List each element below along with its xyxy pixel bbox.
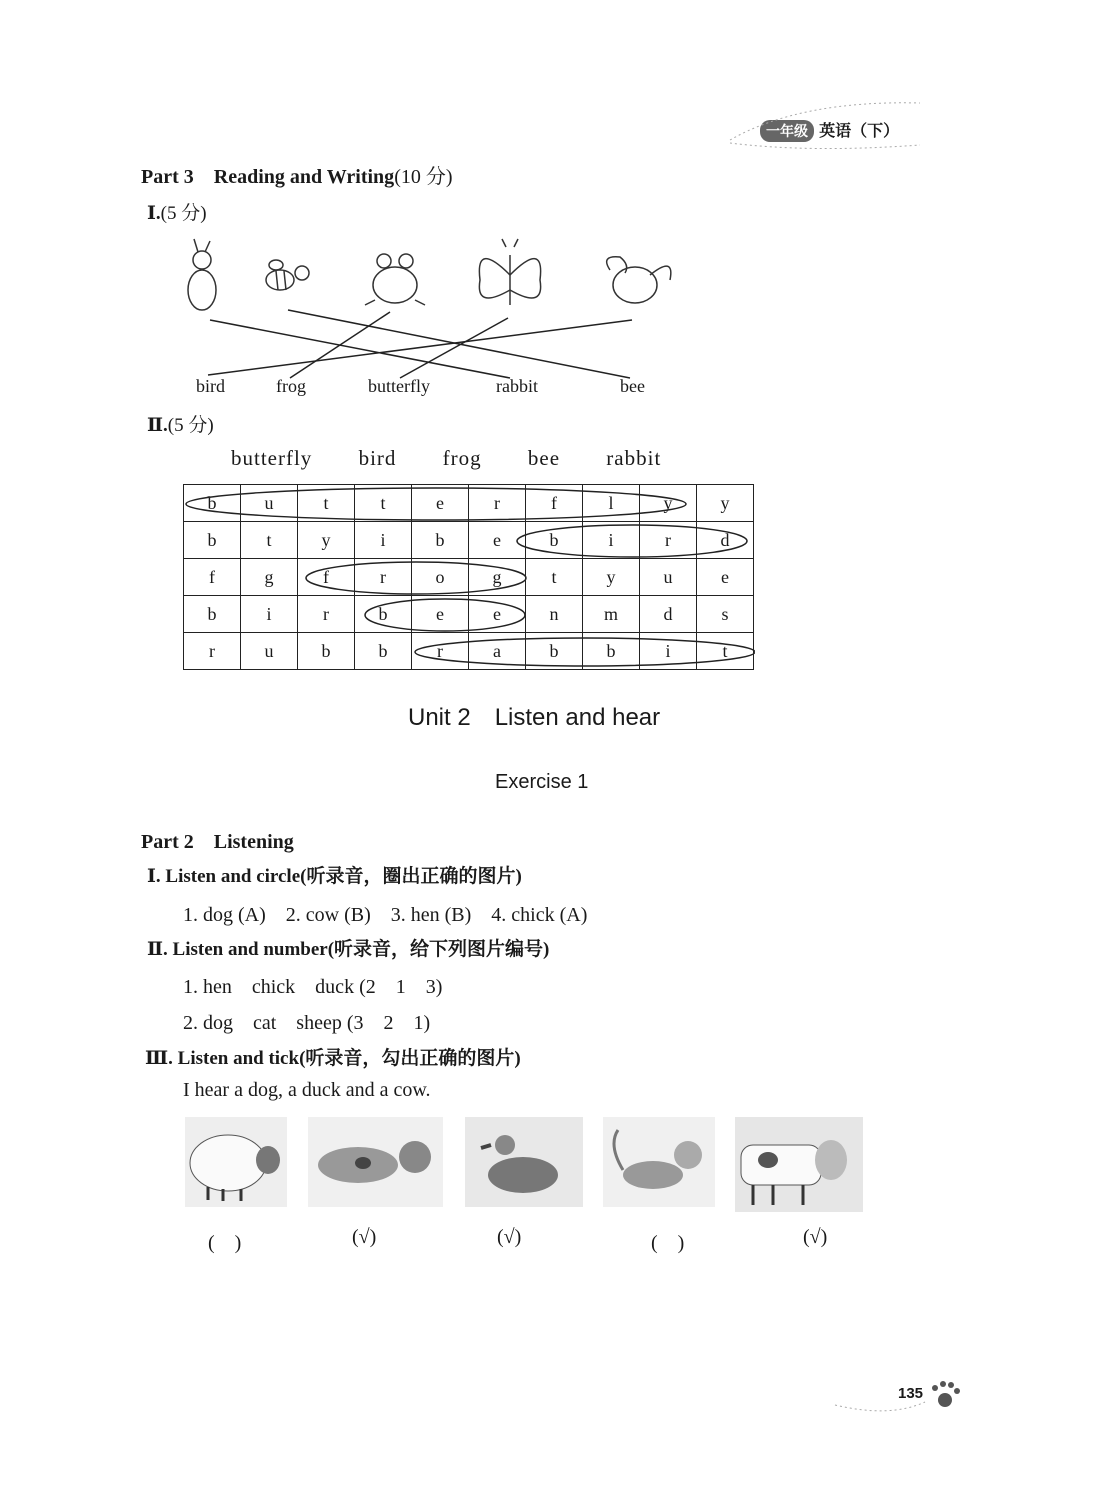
part3-sec1-heading: Ⅰ.(5 分) [147, 203, 207, 224]
duck-icon [465, 1117, 583, 1207]
grid-cell: g [241, 559, 298, 596]
bank-word: rabbit [606, 446, 662, 470]
grid-cell: r [355, 559, 412, 596]
subject-label: 英语（下） [819, 121, 900, 140]
grid-cell: e [412, 596, 469, 633]
grid-cell: b [526, 633, 583, 670]
word-rabbit: rabbit [496, 376, 538, 396]
exercise-title: Exercise 1 [495, 771, 589, 793]
part3-heading: Part 3 Reading and Writing(10 分) [141, 166, 453, 188]
grid-cell: d [697, 522, 754, 559]
tick-mark-cow: (√) [803, 1226, 828, 1248]
grid-cell: r [469, 485, 526, 522]
word-bee: bee [620, 376, 645, 396]
grid-cell: u [241, 633, 298, 670]
q1-heading: Ⅰ. Listen and circle(听录音，圈出正确的图片) [147, 866, 522, 887]
grid-cell: t [355, 485, 412, 522]
grid-cell: b [412, 522, 469, 559]
bank-word: bee [527, 446, 561, 470]
grid-cell: e [412, 485, 469, 522]
grid-cell: t [526, 559, 583, 596]
grid-cell: b [184, 485, 241, 522]
tick-mark-sheep: ( ) [208, 1232, 242, 1254]
bank-word: butterfly [231, 446, 313, 470]
word-frog: frog [276, 376, 306, 396]
grid-cell: y [640, 485, 697, 522]
tick-mark-duck: (√) [497, 1226, 522, 1248]
tick-mark-cat: ( ) [651, 1232, 685, 1254]
grid-cell: b [184, 596, 241, 633]
grid-cell: e [469, 522, 526, 559]
grid-cell: m [583, 596, 640, 633]
bank-word: frog [442, 446, 482, 470]
q2-answer-1: 1. hen chick duck (2 1 3) [183, 976, 443, 998]
grid-cell: i [640, 633, 697, 670]
sheep-icon [185, 1117, 287, 1207]
grid-cell: u [241, 485, 298, 522]
unit-title: Unit 2 Listen and hear [408, 704, 661, 731]
q3-heading: Ⅲ. Listen and tick(听录音，勾出正确的图片) [145, 1048, 521, 1069]
grid-cell: r [184, 633, 241, 670]
tick-mark-dog: (√) [352, 1226, 377, 1248]
word-bank [231, 446, 661, 471]
grid-cell: r [412, 633, 469, 670]
page-number: 135 [898, 1385, 924, 1402]
grid-cell: i [241, 596, 298, 633]
grid-cell: n [526, 596, 583, 633]
grid-cell: t [298, 485, 355, 522]
q1-answer: 1. dog (A) 2. cow (B) 3. hen (B) 4. chick (A) [183, 904, 588, 926]
grid-cell: o [412, 559, 469, 596]
bank-word: bird [358, 446, 397, 470]
grid-cell: r [640, 522, 697, 559]
grid-cell: l [583, 485, 640, 522]
dog-icon [308, 1117, 443, 1207]
grid-cell: y [697, 485, 754, 522]
grid-cell: i [355, 522, 412, 559]
cat-icon [603, 1117, 715, 1207]
listening-pictures [183, 1115, 868, 1215]
grid-cell: r [298, 596, 355, 633]
grid-cell: i [583, 522, 640, 559]
q3-sentence: I hear a dog, a duck and a cow. [183, 1079, 431, 1101]
word-butterfly: butterfly [368, 376, 430, 396]
q2-heading: Ⅱ. Listen and number(听录音，给下列图片编号) [147, 939, 550, 960]
grid-cell: f [298, 559, 355, 596]
cow-icon [735, 1117, 863, 1212]
grid-cell: f [184, 559, 241, 596]
grade-label: 一年级 [760, 120, 814, 142]
grid-cell: g [469, 559, 526, 596]
grid-cell: b [355, 596, 412, 633]
q2-answer-2: 2. dog cat sheep (3 2 1) [183, 1012, 431, 1034]
grid-circles [183, 484, 755, 668]
grid-cell: u [640, 559, 697, 596]
part2-heading: Part 2 Listening [141, 831, 294, 853]
grid-cell: f [526, 485, 583, 522]
grid-cell: s [697, 596, 754, 633]
grid-cell: b [184, 522, 241, 559]
grid-cell: t [241, 522, 298, 559]
grid-cell: b [583, 633, 640, 670]
grid-cell: y [298, 522, 355, 559]
part3-sec2-heading: Ⅱ.(5 分) [147, 415, 214, 436]
grid-cell: t [697, 633, 754, 670]
grid-cell: y [583, 559, 640, 596]
grid-cell: a [469, 633, 526, 670]
grid-cell: d [640, 596, 697, 633]
matching-lines [0, 0, 1096, 420]
grid-cell: e [469, 596, 526, 633]
paw-print-icon [830, 1370, 960, 1420]
grid-cell: b [298, 633, 355, 670]
word-bird: bird [196, 376, 225, 396]
grid-cell: e [697, 559, 754, 596]
grid-cell: b [355, 633, 412, 670]
grid-cell: b [526, 522, 583, 559]
